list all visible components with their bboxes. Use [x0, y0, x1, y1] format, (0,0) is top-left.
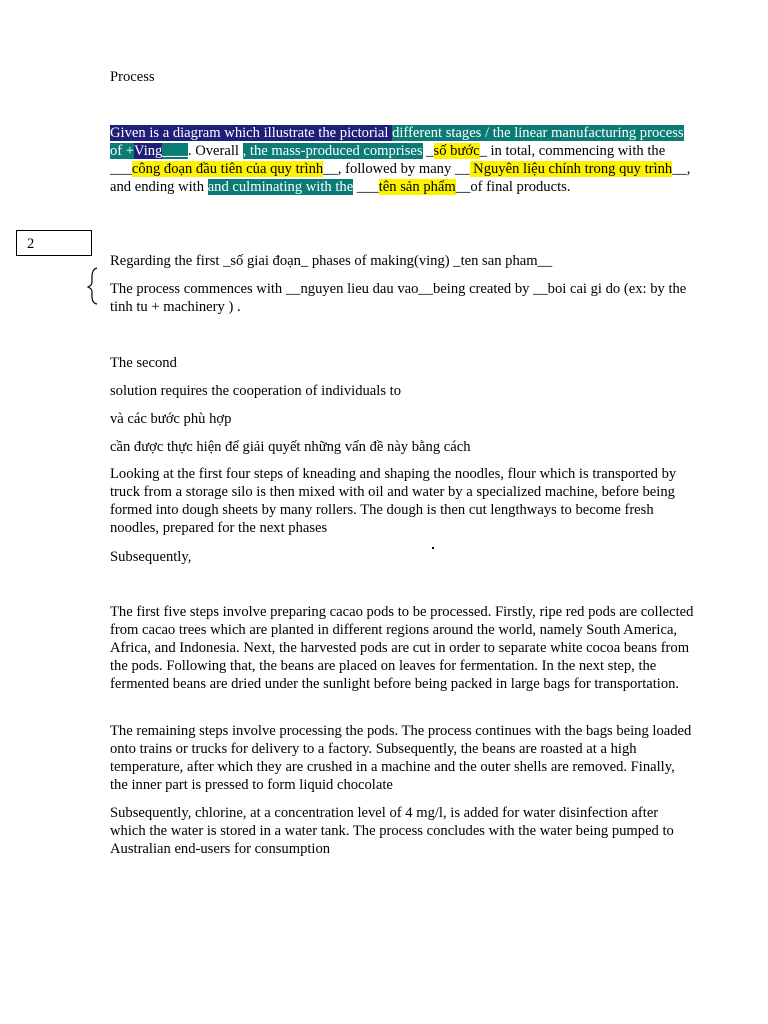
- can-duoc-line: cần được thực hiện để giải quyết những vấn đề này bằng cách: [110, 439, 471, 455]
- stray-dot: [432, 547, 434, 549]
- remaining-paragraph: The remaining steps involve processing the pods. The process continues with the bags being loaded onto trains or trucks for delivery to a factory. Subsequently, the beans are roasted at a high temperature, after which they are crushed in a machine and the outer shells are removed. Finally, the inner part is pressed to form liquid chocolate: [110, 723, 692, 793]
- intro-highlight-teal-2: ___: [162, 143, 188, 159]
- heading-process: Process: [110, 69, 155, 85]
- left-brace-icon: [86, 266, 102, 306]
- intro-highlight-teal-4: and culminating with the: [207, 179, 354, 195]
- subsequently-line: Subsequently,: [110, 549, 192, 565]
- intro-highlight-yellow-4: tên sản phẩm: [378, 179, 456, 195]
- intro-paragraph: [110, 124, 694, 196]
- chlorine-paragraph: Subsequently, chlorine, at a concentration level of 4 mg/l, is added for water disinfection after which the water is stored in a water tank. The process concludes with the water being pumped to Australian end-users for consumption: [110, 805, 674, 857]
- regarding-line: Regarding the first _số giai đoạn_ phases of making(ving) _ten san pham__: [110, 253, 553, 269]
- intro-text-2: _: [422, 143, 434, 159]
- noodles-paragraph: Looking at the first four steps of kneading and shaping the noodles, flour which is transported by truck from a storage silo is then mixed with oil and water by a specialized machine, before being formed into dough sheets by many rollers. The dough is then cut lengthways to become fresh noodles, prepared for the next phases: [110, 466, 677, 536]
- solution-line: solution requires the cooperation of individuals to: [110, 383, 402, 399]
- intro-highlight-yellow-1: số bước: [433, 143, 480, 159]
- cacao-paragraph: The first five steps involve preparing cacao pods to be processed. Firstly, ripe red pods are collected from cacao trees which are planted in different regions around the world, namely South America, Africa, and Indonesia. Next, the harvested pods are cut in order to separate white cocoa beans from the pods. Following that, the beans are placed on leaves for fermentation. In the next step, the fermented beans are dried under the sunlight before being packed in large bags for transportation.: [110, 604, 694, 692]
- va-cac-line: và các bước phù hợp: [110, 411, 232, 427]
- intro-highlight-navy-1: Given is a diagram which illustrate the pictorial: [110, 125, 393, 141]
- commences-paragraph: The process commences with __nguyen lieu dau vao__being created by __boi cai gi do (ex: by the tinh tu + machinery ) .: [110, 281, 687, 315]
- second-line: The second: [110, 355, 177, 371]
- number-text-box: 2: [16, 230, 92, 256]
- intro-text-6: ___: [353, 179, 379, 195]
- intro-highlight-teal-1: different stages / the linear manufacturing process of +: [110, 125, 684, 159]
- intro-text-4: __, followed by many __: [323, 161, 470, 177]
- intro-text-7: __of final products.: [455, 179, 571, 195]
- intro-highlight-yellow-3: Nguyên liệu chính trong quy trình: [469, 161, 673, 177]
- intro-highlight-yellow-2: công đoạn đầu tiên của quy trình: [131, 161, 324, 177]
- intro-highlight-teal-3: , the mass-produced comprises: [242, 143, 423, 159]
- intro-highlight-navy-2: Ving: [134, 143, 163, 159]
- intro-text-1: . Overall: [187, 143, 243, 159]
- intro-text-3: _ in total, commencing with the ___: [110, 143, 666, 177]
- intro-text-5: __, and ending with: [110, 161, 691, 195]
